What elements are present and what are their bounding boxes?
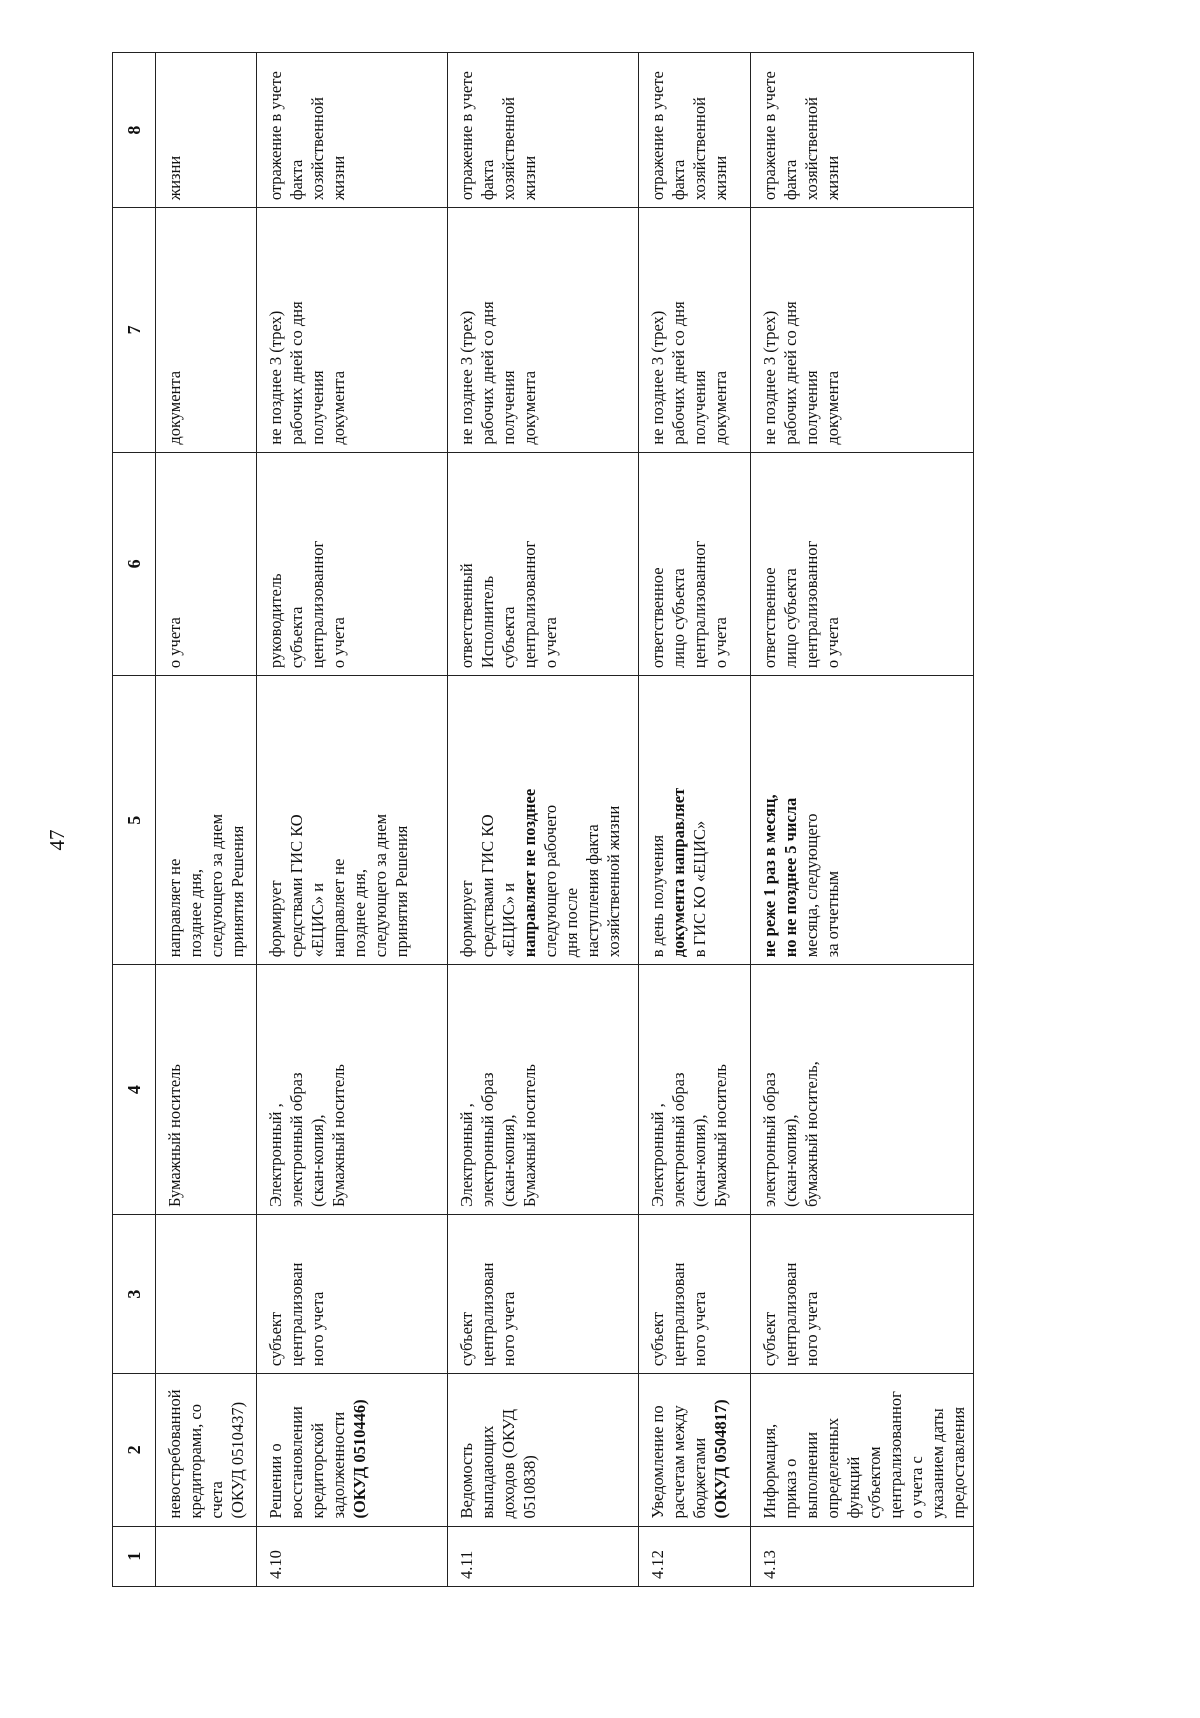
cell-text-line: направляет не	[329, 858, 348, 958]
cell-text-line: выполнении	[802, 1431, 821, 1519]
cell-text-line: лицо субъекта	[669, 568, 688, 669]
table-row	[156, 53, 257, 1587]
cell-text-line: рабочих дней со дня	[669, 301, 688, 445]
originator-cell	[257, 1215, 448, 1374]
action-cell	[751, 676, 974, 965]
column-header: 7	[113, 208, 156, 452]
cell-text-line: Бумажный носитель	[165, 1064, 184, 1208]
table-row	[257, 53, 448, 1587]
cell-text-line: централизован	[287, 1262, 306, 1367]
cell-text-line: (скан-копия),	[781, 1114, 800, 1208]
table-row	[448, 53, 639, 1587]
responsible-cell	[639, 452, 751, 675]
cell-text-line: централизован	[478, 1262, 497, 1367]
cell-text-line: указанием даты	[928, 1408, 947, 1519]
document-name-cell	[751, 1374, 974, 1526]
cell-text-line: расчетам между	[669, 1405, 688, 1519]
cell-text-line: принятия Решения	[228, 825, 247, 958]
cell-text-line: документа	[520, 370, 539, 445]
cell-text-line: но не позднее 5 числа	[781, 797, 800, 958]
cell-text-line: месяца, следующего	[802, 813, 821, 958]
cell-text-line: отражение в учете	[648, 71, 667, 201]
column-header: 2	[113, 1374, 156, 1526]
cell-text-line: документа	[165, 370, 184, 445]
column-header: 3	[113, 1215, 156, 1374]
cell-text-line: о учета	[329, 617, 348, 669]
cell-text-line: хозяйственной	[690, 97, 709, 201]
cell-text-line: направляет не позднее	[520, 788, 539, 958]
cell-text-line: документа направляет	[669, 787, 688, 958]
cell-text-line: централизован	[781, 1262, 800, 1367]
cell-text-line: позднее дня,	[186, 869, 205, 958]
cell-text-line: не позднее 3 (трех)	[266, 310, 285, 445]
cell-text-line: Электронный ,	[648, 1103, 667, 1208]
purpose-cell	[639, 53, 751, 208]
cell-text-line: (скан-копия),	[308, 1114, 327, 1208]
cell-text-line: электронный образ	[478, 1072, 497, 1208]
responsible-cell	[257, 452, 448, 675]
cell-text-line: средствами ГИС КО	[287, 814, 306, 958]
cell-text-line: следующего за днем	[371, 813, 390, 958]
cell-text-line: восстановлении	[287, 1406, 306, 1519]
cell-text-line: факта	[287, 159, 306, 201]
cell-text-line: жизни	[520, 155, 539, 201]
cell-text-line: субъекта	[287, 606, 306, 669]
cell-text-line: Электронный ,	[266, 1103, 285, 1208]
carrier-cell	[639, 965, 751, 1215]
cell-text-line: не позднее 3 (трех)	[648, 310, 667, 445]
cell-text-line: (скан-копия),	[499, 1114, 518, 1208]
term-cell	[448, 208, 639, 452]
cell-text-line: документа	[329, 370, 348, 445]
cell-text-line: определенных	[823, 1417, 842, 1519]
cell-text-line: кредиторами, со	[186, 1404, 205, 1519]
cell-text-line: задолженности	[329, 1411, 348, 1519]
responsible-cell	[448, 452, 639, 675]
cell-text-line: следующего рабочего	[541, 804, 560, 958]
cell-text-line: о учета	[541, 617, 560, 669]
carrier-cell	[751, 965, 974, 1215]
cell-text-line: дня после	[562, 887, 581, 958]
document-table	[112, 52, 974, 1587]
originator-cell	[156, 1215, 257, 1374]
responsible-cell	[751, 452, 974, 675]
cell-text-line: невостребованной	[165, 1389, 184, 1519]
originator-cell	[448, 1215, 639, 1374]
cell-text-line: Информация,	[760, 1423, 779, 1519]
purpose-cell	[257, 53, 448, 208]
term-cell	[751, 208, 974, 452]
carrier-cell	[156, 965, 257, 1215]
purpose-cell	[751, 53, 974, 208]
cell-text-line: централизованног	[690, 540, 709, 669]
cell-text-line: отражение в учете	[760, 71, 779, 201]
cell-text-line: бумажный носитель,	[802, 1061, 821, 1208]
cell-text-line: рабочих дней со дня	[478, 301, 497, 445]
cell-text-line: в ГИС КО «ЕЦИС»	[690, 820, 709, 958]
purpose-cell	[448, 53, 639, 208]
cell-text-line: не позднее 3 (трех)	[760, 310, 779, 445]
cell-text-line: централизованног	[520, 540, 539, 669]
cell-text-line: Бумажный носитель	[520, 1064, 539, 1208]
cell-text-line: отражение в учете	[266, 71, 285, 201]
row-number-cell: 4.11	[448, 1526, 639, 1586]
cell-text-line: кредиторской	[308, 1422, 327, 1519]
cell-text-line: получения	[308, 370, 327, 445]
cell-text-line: Бумажный носитель	[711, 1064, 730, 1208]
cell-text-line: рабочих дней со дня	[287, 301, 306, 445]
carrier-cell	[448, 965, 639, 1215]
term-cell	[156, 208, 257, 452]
cell-text-line: в день получения	[648, 834, 667, 958]
cell-text-line: хозяйственной	[308, 97, 327, 201]
cell-text-line: 0510838)	[520, 1455, 539, 1519]
term-cell	[639, 208, 751, 452]
cell-text-line: счета	[207, 1481, 226, 1519]
cell-text-line: (ОКУД 0510437)	[228, 1401, 247, 1519]
cell-text-line: ного учета	[690, 1291, 709, 1367]
cell-text-line: ответственное	[760, 567, 779, 669]
cell-text-line: предоставления	[949, 1406, 968, 1519]
cell-text-line: рабочих дней со дня	[781, 301, 800, 445]
cell-text-line: отражение в учете	[457, 71, 476, 201]
row-number-cell: 4.13	[751, 1526, 974, 1586]
cell-text-line: субъекта	[499, 606, 518, 669]
cell-text-line: выпадающих	[478, 1425, 497, 1519]
cell-text-line: получения	[690, 370, 709, 445]
cell-text-line: жизни	[329, 155, 348, 201]
cell-text-line: жизни	[711, 155, 730, 201]
action-cell	[257, 676, 448, 965]
cell-text-line: ответственный	[457, 563, 476, 669]
cell-text-line: о учета	[711, 617, 730, 669]
cell-text-line: не позднее 3 (трех)	[457, 310, 476, 445]
cell-text-line: жизни	[165, 155, 184, 201]
cell-text-line: централизованног	[802, 540, 821, 669]
cell-text-line: субъект	[648, 1312, 667, 1367]
cell-text-line: за отчетным	[823, 870, 842, 958]
cell-text-line: ного учета	[499, 1291, 518, 1367]
term-cell	[257, 208, 448, 452]
cell-text-line: централизованног	[886, 1391, 905, 1519]
cell-text-line: направляет не	[165, 858, 184, 958]
cell-text-line: о учета	[823, 617, 842, 669]
cell-text-line: субъект	[266, 1312, 285, 1367]
action-cell	[156, 676, 257, 965]
cell-text-line: позднее дня,	[350, 869, 369, 958]
cell-text-line: получения	[802, 370, 821, 445]
cell-text-line: централизован	[669, 1262, 688, 1367]
cell-text-line: документа	[823, 370, 842, 445]
document-name-cell	[257, 1374, 448, 1526]
column-header: 4	[113, 965, 156, 1215]
cell-text-line: ного учета	[308, 1291, 327, 1367]
row-number-cell: 4.12	[639, 1526, 751, 1586]
responsible-cell	[156, 452, 257, 675]
cell-text-line: (ОКУД 0504817)	[711, 1399, 730, 1519]
cell-text-line: документа	[711, 370, 730, 445]
cell-text-line: Бумажный носитель	[329, 1064, 348, 1208]
row-number-cell	[156, 1526, 257, 1586]
cell-text-line: наступления факта	[583, 824, 602, 958]
cell-text-line: факта	[478, 159, 497, 201]
cell-text-line: субъект	[457, 1312, 476, 1367]
cell-text-line: лицо субъекта	[781, 568, 800, 669]
cell-text-line: Уведомление по	[648, 1405, 667, 1519]
cell-text-line: средствами ГИС КО	[478, 814, 497, 958]
cell-text-line: бюджетами	[690, 1437, 709, 1519]
cell-text-line: субъект	[760, 1312, 779, 1367]
cell-text-line: хозяйственной жизни	[604, 805, 623, 958]
cell-text-line: ответственное	[648, 567, 667, 669]
cell-text-line: (ОКУД 0510446)	[350, 1399, 369, 1519]
carrier-cell	[257, 965, 448, 1215]
column-header: 5	[113, 676, 156, 965]
cell-text-line: о учета с	[907, 1456, 926, 1519]
row-number-cell: 4.10	[257, 1526, 448, 1586]
cell-text-line: электронный образ	[760, 1072, 779, 1208]
cell-text-line: функций	[844, 1456, 863, 1519]
cell-text-line: о учета	[165, 617, 184, 669]
table-row	[639, 53, 751, 1587]
cell-text-line: ного учета	[802, 1291, 821, 1367]
cell-text-line: жизни	[823, 155, 842, 201]
cell-text-line: электронный образ	[287, 1072, 306, 1208]
header-row	[113, 53, 156, 1587]
column-header: 1	[113, 1526, 156, 1586]
rotated-table-container	[112, 52, 1097, 1587]
action-cell	[448, 676, 639, 965]
action-cell	[639, 676, 751, 965]
cell-text-line: хозяйственной	[802, 97, 821, 201]
cell-text-line: следующего за днем	[207, 813, 226, 958]
table-row	[751, 53, 974, 1587]
cell-text-line: Электронный ,	[457, 1103, 476, 1208]
page-number: 47	[45, 829, 69, 851]
purpose-cell	[156, 53, 257, 208]
column-header: 8	[113, 53, 156, 208]
originator-cell	[639, 1215, 751, 1374]
cell-text-line: формирует	[266, 880, 285, 958]
cell-text-line: Ведомость	[457, 1442, 476, 1519]
cell-text-line: факта	[669, 159, 688, 201]
cell-text-line: доходов (ОКУД	[499, 1409, 518, 1519]
cell-text-line: Решении о	[266, 1443, 285, 1519]
cell-text-line: централизованног	[308, 540, 327, 669]
cell-text-line: факта	[781, 159, 800, 201]
cell-text-line: руководитель	[266, 573, 285, 669]
cell-text-line: хозяйственной	[499, 97, 518, 201]
cell-text-line: (скан-копия),	[690, 1114, 709, 1208]
cell-text-line: Исполнитель	[478, 575, 497, 669]
document-name-cell	[156, 1374, 257, 1526]
cell-text-line: формирует	[457, 880, 476, 958]
cell-text-line: принятия Решения	[392, 825, 411, 958]
cell-text-line: приказ о	[781, 1458, 800, 1519]
cell-text-line: не реже 1 раз в месяц,	[760, 794, 779, 958]
cell-text-line: «ЕЦИС» и	[308, 882, 327, 958]
cell-text-line: субъектом	[865, 1446, 884, 1519]
document-name-cell	[448, 1374, 639, 1526]
originator-cell	[751, 1215, 974, 1374]
document-name-cell	[639, 1374, 751, 1526]
cell-text-line: «ЕЦИС» и	[499, 882, 518, 958]
cell-text-line: электронный образ	[669, 1072, 688, 1208]
cell-text-line: получения	[499, 370, 518, 445]
column-header: 6	[113, 452, 156, 675]
